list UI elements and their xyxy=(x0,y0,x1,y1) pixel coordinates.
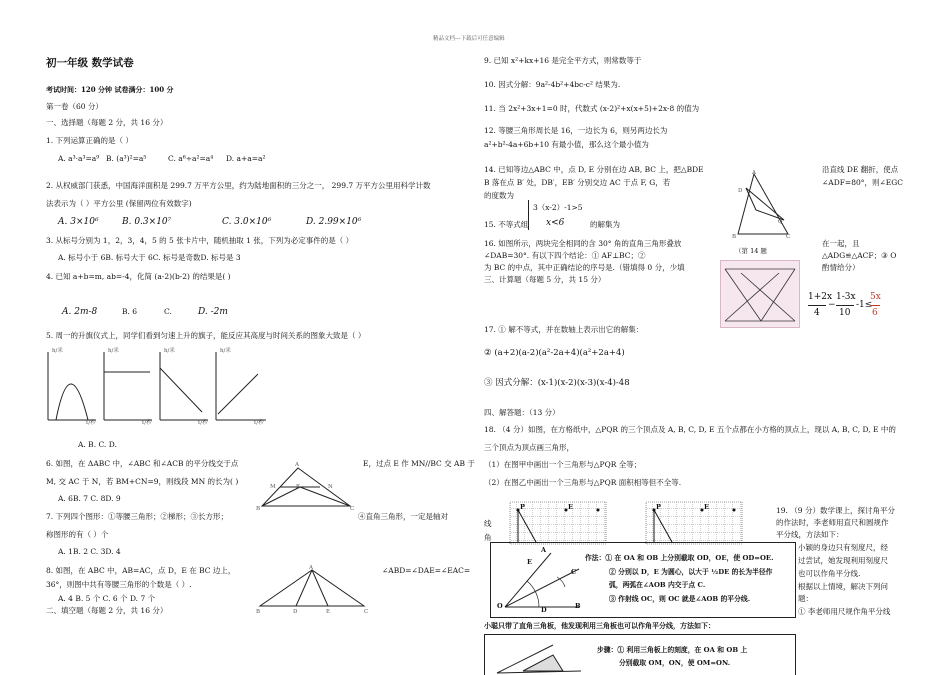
fig19-label-o: O xyxy=(497,602,503,610)
fig19-label-c: C xyxy=(571,568,577,576)
section1-heading: 一、选择题（每题 2 分，共 16 分） xyxy=(46,118,168,127)
question-12-line1: 12. 等腰三角形周长是 16，一边长为 6，则另两边长为 xyxy=(484,126,668,135)
q5-graphs xyxy=(44,348,274,428)
question-8-line1: 8. 如图，在 ABC 中，AB=AC，点 D，E 在 BC 边上， xyxy=(46,566,236,575)
ruler-step-1b: 分别截取 OM，ON，使 OM=ON. xyxy=(619,659,731,667)
fig6-label-b: B xyxy=(256,506,261,512)
question-14-line2b: ∠ADF=80°，则∠EGC xyxy=(822,178,903,187)
question-6-line2: M, 交 AC 于 N，若 BM+CN=9，则线段 MN 的长为( ) xyxy=(46,477,239,486)
question-16-line1: 16. 如图所示，两块完全相同的含 30° 角的直角三角形叠放 xyxy=(484,239,682,248)
frac2-den: 10 xyxy=(839,308,851,318)
question-6-line1: 6. 如图，在 ΔABC 中，∠ABC 和∠ACB 的平分线交于点 xyxy=(46,459,239,468)
q2-option-a: A. 3×10⁶ xyxy=(58,217,99,227)
grid1-label-p: P xyxy=(520,503,525,511)
triangle-ruler-figure xyxy=(493,641,583,675)
q1-option-c: C. a⁶÷a²=a⁴ xyxy=(168,154,214,163)
frac-tail: -1≤ xyxy=(856,300,873,310)
question-1: 1. 下列运算正确的是（ ） xyxy=(46,136,133,145)
question-16-line2: ∠DAB=30°. 有以下四个结论：① AF⊥BC；② xyxy=(484,251,646,260)
triangle-ruler-method-box xyxy=(484,634,796,675)
fig8-label-a: A xyxy=(309,565,313,571)
q2-option-b: B. 0.3×10⁷ xyxy=(122,217,172,227)
question-14-line2: B 落在点 B′ 处，DB′，EB′ 分别交边 AC 于点 F, G，若 xyxy=(484,178,671,187)
question-7-line1b: ④直角三角形，一定是轴对 xyxy=(358,512,448,521)
q8-options: A. 4 B. 5 个 C. 6 个 D. 7 个 xyxy=(58,594,156,603)
side-char-1: 线 xyxy=(484,519,492,528)
fig14-label-a: A xyxy=(752,170,756,176)
question-18-line2: 三个顶点为顶点画三角形， xyxy=(484,443,574,452)
q5-xlabel-d: t/秒 xyxy=(254,420,264,426)
q17-fraction-expression: 1+2x 4 − 1-3x 10 -1≤ 5x 6 xyxy=(808,292,881,318)
q5-ylabel-a: h/米 xyxy=(52,348,63,354)
question-16-line1b: 在一起，且 xyxy=(822,239,860,248)
question-8-line1b: ∠ABD=∠DAE=∠EAC= xyxy=(382,566,471,575)
method-step-1: 作法：① 在 OA 和 OB 上分别截取 OD，OE，使 OD=OE. xyxy=(585,554,774,562)
fig6-label-c: C xyxy=(350,506,355,512)
grid2-label-p: P xyxy=(656,503,661,511)
q19-xiaoying-4: 根据以上情境，解决下列问 xyxy=(798,582,888,591)
method-step-3: ③ 作射线 OC，则 OC 就是∠AOB 的平分线. xyxy=(609,595,751,603)
angle-bisector-method-box xyxy=(490,542,796,618)
fig8-label-e: E xyxy=(326,609,331,615)
fig14-label-c: C xyxy=(786,234,791,240)
question-10: 10. 因式分解：9a²-4b²+4bc-c² 结果为. xyxy=(484,80,621,89)
question-16-line2b: △ADG≌△ACF；③ O xyxy=(822,251,897,260)
angle-bisector-figure xyxy=(495,547,585,613)
question-12-line2: a²+b²-4a+6b+10 有最小值，那么这个最小值为 xyxy=(484,140,649,149)
fig14-label-g: Q xyxy=(778,219,783,225)
section4-heading: 四、解答题：（13 分） xyxy=(484,408,560,417)
method-step-2: ② 分别以 D，E 为圆心，以大于 ½DE 的长为半径作 xyxy=(609,568,773,576)
fig19-label-d: D xyxy=(541,606,547,614)
fig19-label-a: A xyxy=(541,546,547,554)
question-19-line1: 19. （9 分）数学课上，探讨角平分 xyxy=(776,506,895,515)
q6-options: A. 6B. 7 C. 8D. 9 xyxy=(58,494,121,503)
question-16-line3: 为 BC 的中点，其中正确结论的序号是.（错填得 0 分，少填 xyxy=(484,263,685,272)
q1-option-a: A. a³·a³=a⁹ xyxy=(58,154,100,163)
q4-option-a: A. 2m-8 xyxy=(62,307,98,317)
frac3-den: 6 xyxy=(872,308,878,318)
question-2-line2: 法表示为（ ）平方公里 (保留两位有效数字) xyxy=(46,199,192,208)
fig14-label-b: B xyxy=(732,234,737,240)
q1-option-d: D. a+a=a² xyxy=(226,154,266,163)
question-17-2: ② (a+2)(a-2)(a²-2a+4)(a²+2a+4) xyxy=(484,348,625,358)
fig19-label-e: E xyxy=(527,558,532,566)
q2-option-c: C. 3.0×10⁶ xyxy=(222,217,272,227)
question-19-line3: 平分线，方法如下： xyxy=(776,530,844,539)
method-step-2b: 弧，两弧在∠AOB 内交于点 C. xyxy=(609,581,706,589)
exam-meta: 考试时间：120 分钟 试卷满分：100 分 xyxy=(46,85,174,94)
q14-figure xyxy=(736,170,796,240)
question-19-line2: 的作法时，李老师用直尺和圆规作 xyxy=(776,518,889,527)
question-2-line1: 2. 从权威部门获悉，中国海洋面积是 299.7 万平方公里，约为陆地面积的三分之一， 299.7 万平方公里用科学计数 xyxy=(46,181,431,190)
question-9: 9. 已知 x²+kx+16 是完全平方式，则常数等于 xyxy=(484,56,642,65)
fig6-label-n: N xyxy=(328,484,333,490)
q8-figure xyxy=(258,566,368,610)
q4-option-d: D. -2m xyxy=(198,307,228,317)
frac2-num: 1-3x xyxy=(836,292,856,302)
question-6-line1b: E，过点 E 作 MN//BC 交 AB 于 xyxy=(363,459,475,468)
frac1-num: 1+2x xyxy=(808,292,833,302)
q4-option-c: C. xyxy=(164,307,172,316)
question-4: 4. 已知 a+b=m, ab=-4，化简 (a-2)(b-2) 的结果是( ) xyxy=(46,272,231,281)
fig6-label-e: E xyxy=(296,484,301,490)
q5-xlabel-c: t/秒 xyxy=(198,420,208,426)
q15-label: 15. 不等式组 xyxy=(484,220,529,229)
question-14-line1b: 沿直线 DE 翻折，使点 xyxy=(822,165,899,174)
q5-ylabel-d: h/米 xyxy=(220,348,231,354)
q5-ylabel-b: h/米 xyxy=(108,348,119,354)
part1-heading: 第一卷（60 分） xyxy=(46,102,103,111)
q16-figure-photo xyxy=(720,260,800,328)
q5-ylabel-c: h/米 xyxy=(164,348,175,354)
fig14-label-d: D xyxy=(738,188,743,194)
question-18-part1: （1）在图甲中画出一个三角形与△PQR 全等； xyxy=(484,460,642,469)
q19-xiaoying-6: ① 李老师用尺规作角平分线 xyxy=(798,607,891,616)
ruler-step-1: 步骤：① 利用三角板上的刻度，在 OA 和 OB 上 xyxy=(597,646,748,654)
section3-heading: 三、计算题（每题 5 分，共 15 分） xyxy=(484,275,606,284)
q15-ineq-2: x<6 xyxy=(546,218,565,228)
q7-options: A. 1B. 2 C. 3D. 4 xyxy=(58,547,121,556)
q5-xlabel-b: t/秒 xyxy=(142,420,152,426)
question-14-line3: 的度数为 xyxy=(484,191,514,200)
q1-option-b: B. (a³)²=a⁵ xyxy=(106,154,147,163)
q15-ineq-1: 3（x-2）-1>5 xyxy=(533,203,583,212)
q15-tail: 的解集为 xyxy=(590,220,620,229)
fig8-label-b: B xyxy=(256,609,261,615)
page-header: 精品文档---下载后可任意编辑 xyxy=(433,36,505,42)
exam-title: 初一年级 数学试卷 xyxy=(46,57,134,69)
xiaocong-text: 小聪只带了直角三角板，他发现利用三角板也可以作角平分线，方法如下： xyxy=(484,621,715,630)
section2-heading: 二、填空题（每题 2 分，共 16 分） xyxy=(46,606,168,615)
fig8-label-c: C xyxy=(364,609,369,615)
question-3: 3. 从标号分别为 1，2，3，4，5 的 5 张卡片中，随机抽取 1 张，下列为必定事件的是（ ） xyxy=(46,236,354,245)
q19-xiaoying-1: 小颖的身边只有刻度尺，经 xyxy=(798,543,888,552)
question-8-line2: 36°，则图中共有等腰三角形的个数是（ ）. xyxy=(46,580,192,589)
question-16-line3b: 酌情给分） xyxy=(822,263,860,272)
grid1-label-e: E xyxy=(568,503,573,511)
q19-xiaoying-3: 也可以作角平分线. xyxy=(798,569,861,578)
question-11: 11. 当 2x²+3x+1=0 时，代数式 (x-2)²+x(x+5)+2x-8 的值为 xyxy=(484,104,700,113)
question-7-line2: 称图形的有（ ）个 xyxy=(46,530,109,539)
q5-options: A. B. C. D. xyxy=(78,440,117,449)
fig19-label-b: B xyxy=(575,602,581,610)
grid2-label-e: E xyxy=(704,503,709,511)
side-char-2: 角 xyxy=(484,533,492,542)
fig6-label-a: A xyxy=(295,462,299,468)
frac3-num: 5x xyxy=(870,292,881,302)
fig6-label-m: M xyxy=(270,484,276,490)
q14-caption: （第 14 题 xyxy=(735,247,767,255)
fig8-label-d: D xyxy=(293,609,298,615)
question-7-line1: 7. 下列四个图形：①等腰三角形；②梯形；③长方形； xyxy=(46,512,229,521)
question-5: 5. 周一的升旗仪式上，同学们看到匀速上升的旗子，能反应其高度与时间关系的图象大致是（ ） xyxy=(46,331,366,340)
q2-option-d: D. 2.99×10⁶ xyxy=(306,217,362,227)
question-17-1: 17. ① 解不等式，并在数轴上表示出它的解集： xyxy=(484,325,644,334)
q4-option-b: B. 6 xyxy=(122,307,138,316)
question-18-part2: （2）在图乙中画出一个三角形与△PQR 面积相等但不全等. xyxy=(484,478,682,487)
q19-xiaoying-2: 过尝试，她发现利用刻度尺 xyxy=(798,556,888,565)
question-17-3: ③ 因式分解：(x-1)(x-2)(x-3)(x-4)-48 xyxy=(484,378,630,388)
question-18-line1: 18. （4 分）如图，在方格纸中，△PQR 的三个顶点及 A, B, C, D, E 五个点都在小方格的顶点上，现以 A, B, C, D, E 中的 xyxy=(484,425,896,434)
q18-grids xyxy=(508,500,768,548)
frac1-den: 4 xyxy=(814,308,820,318)
q5-xlabel-a: t/秒 xyxy=(86,420,96,426)
q19-xiaoying-5: 题： xyxy=(798,594,813,603)
question-14-line1: 14. 已知等边△ABC 中，点 D, E 分别在边 AB, BC 上，把△BDE xyxy=(484,165,704,174)
q3-options: A. 标号小于 6B. 标号大于 6C. 标号是奇数D. 标号是 3 xyxy=(58,253,241,262)
